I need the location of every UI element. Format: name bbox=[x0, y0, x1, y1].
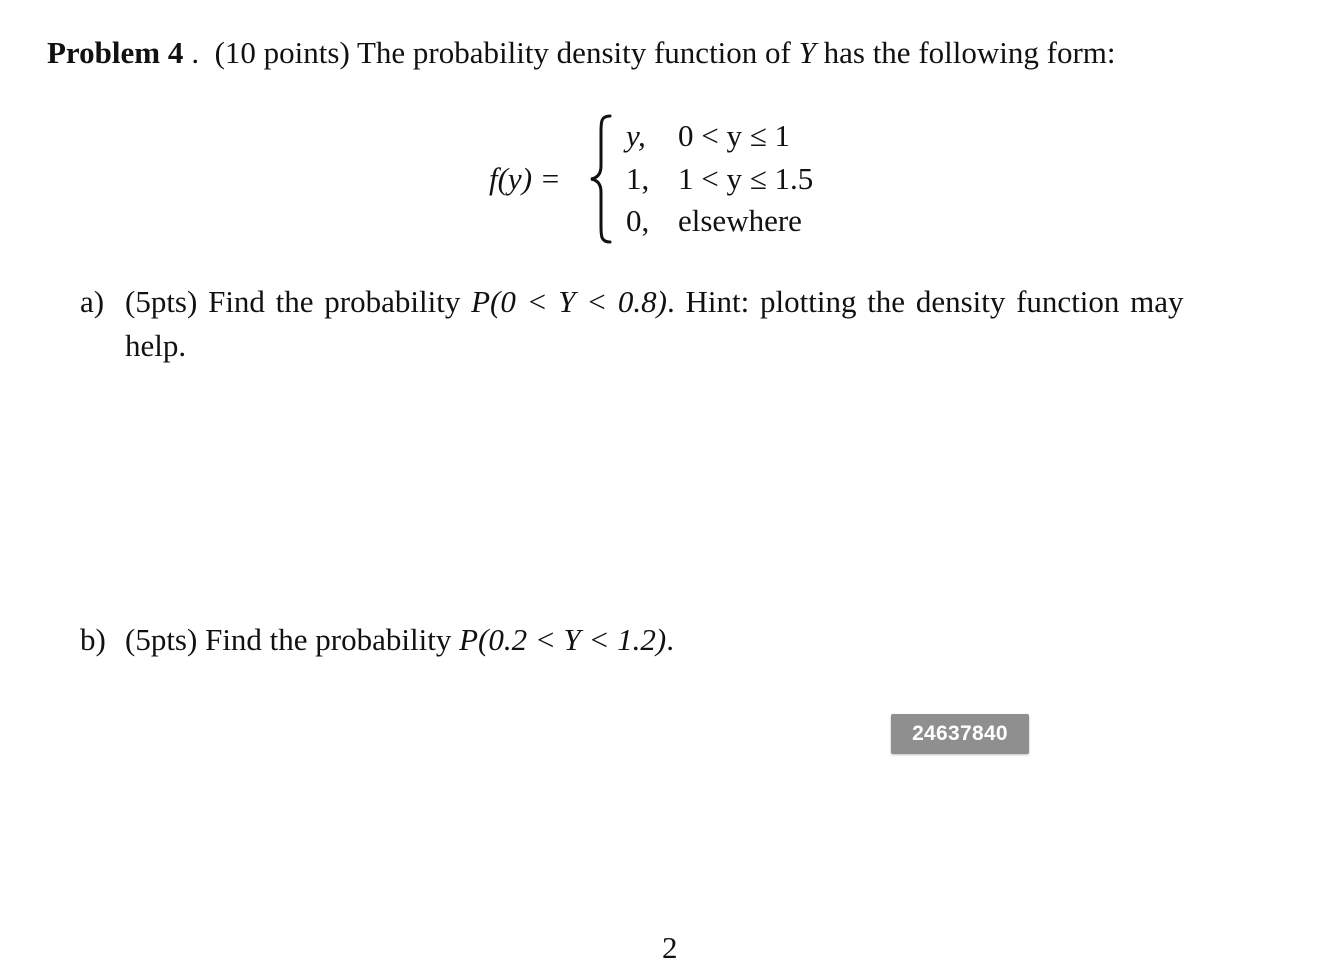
case-2-condition: 1 < y ≤ 1.5 bbox=[678, 161, 814, 196]
part-a-question bbox=[125, 286, 1184, 317]
part-b-question bbox=[125, 624, 674, 655]
problem-heading bbox=[47, 37, 1116, 68]
part-a-continuation: help. bbox=[125, 328, 187, 363]
case-1-condition: 0 < y ≤ 1 bbox=[678, 118, 790, 153]
left-brace-icon bbox=[588, 114, 614, 244]
part-a-pre: (5pts) Find the probability bbox=[125, 284, 472, 319]
problem-title: Problem 4 bbox=[47, 35, 184, 70]
pdf-lhs: f(y) = bbox=[489, 161, 561, 196]
part-b-post: . bbox=[666, 622, 675, 657]
case-3-value: 0, bbox=[626, 203, 650, 238]
case-3-condition: elsewhere bbox=[678, 203, 802, 238]
problem-intro: (10 points) The probability density function of bbox=[214, 35, 799, 70]
problem-intro-end: has the following form: bbox=[815, 35, 1116, 70]
page-number: 2 bbox=[662, 930, 678, 965]
part-a-expression: P(0 < Y < 0.8) bbox=[471, 284, 668, 319]
case-2-value: 1, bbox=[626, 161, 650, 196]
problem-variable: Y bbox=[798, 35, 816, 70]
case-1-value: y, bbox=[626, 118, 646, 153]
part-a-label: a) bbox=[80, 284, 105, 319]
part-b-pre: (5pts) Find the probability bbox=[125, 622, 460, 657]
part-b-label: b) bbox=[80, 622, 106, 657]
problem-separator: . bbox=[191, 35, 200, 70]
part-b-expression: P(0.2 < Y < 1.2) bbox=[459, 622, 667, 657]
watermark-badge: 24637840 bbox=[891, 714, 1029, 754]
part-a-post: . Hint: plotting the density function may bbox=[667, 284, 1184, 319]
